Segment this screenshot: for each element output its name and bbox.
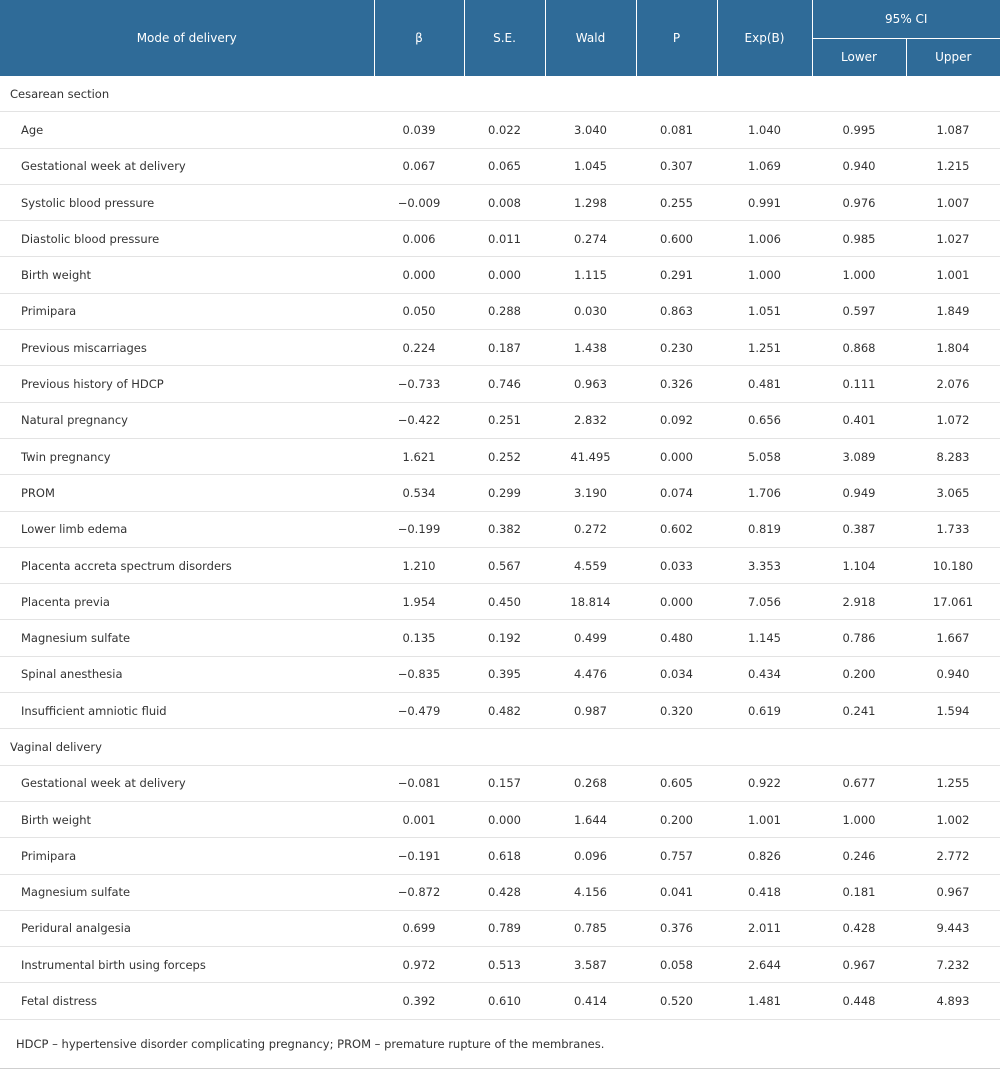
header-wald: Wald xyxy=(545,0,636,76)
cell-se: 0.000 xyxy=(464,801,545,837)
cell-variable: Fetal distress xyxy=(0,983,374,1019)
cell-se: 0.192 xyxy=(464,620,545,656)
cell-variable: Primipara xyxy=(0,293,374,329)
cell-expb: 1.006 xyxy=(717,221,812,257)
table-row xyxy=(0,584,1000,620)
cell-wald: 2.832 xyxy=(545,402,636,438)
cell-ci-lower: 0.428 xyxy=(812,910,906,946)
cell-p: 0.291 xyxy=(636,257,717,293)
cell-beta: −0.422 xyxy=(374,402,464,438)
cell-wald: 0.987 xyxy=(545,693,636,729)
cell-variable: Primipara xyxy=(0,838,374,874)
table-row xyxy=(0,838,1000,874)
table-row xyxy=(0,874,1000,910)
cell-expb: 1.001 xyxy=(717,801,812,837)
cell-wald: 4.476 xyxy=(545,656,636,692)
cell-variable: Placenta previa xyxy=(0,584,374,620)
header-se: S.E. xyxy=(464,0,545,76)
cell-beta: −0.191 xyxy=(374,838,464,874)
cell-ci-upper: 0.967 xyxy=(906,874,1000,910)
cell-ci-upper: 1.733 xyxy=(906,511,1000,547)
cell-variable: Natural pregnancy xyxy=(0,402,374,438)
cell-ci-lower: 0.976 xyxy=(812,184,906,220)
header-expb: Exp(B) xyxy=(717,0,812,76)
table-row xyxy=(0,221,1000,257)
cell-ci-lower: 0.985 xyxy=(812,221,906,257)
cell-ci-lower: 0.448 xyxy=(812,983,906,1019)
cell-variable: Birth weight xyxy=(0,257,374,293)
cell-ci-upper: 1.667 xyxy=(906,620,1000,656)
cell-beta: −0.835 xyxy=(374,656,464,692)
table-row xyxy=(0,765,1000,801)
cell-expb: 1.251 xyxy=(717,330,812,366)
table-row xyxy=(0,112,1000,148)
cell-ci-lower: 1.000 xyxy=(812,257,906,293)
table-row xyxy=(0,475,1000,511)
cell-ci-lower: 0.949 xyxy=(812,475,906,511)
cell-se: 0.395 xyxy=(464,656,545,692)
cell-wald: 1.644 xyxy=(545,801,636,837)
cell-se: 0.251 xyxy=(464,402,545,438)
cell-variable: Systolic blood pressure xyxy=(0,184,374,220)
table-row xyxy=(0,656,1000,692)
cell-ci-lower: 0.387 xyxy=(812,511,906,547)
cell-beta: 0.067 xyxy=(374,148,464,184)
cell-ci-lower: 0.246 xyxy=(812,838,906,874)
cell-beta: −0.199 xyxy=(374,511,464,547)
cell-p: 0.081 xyxy=(636,112,717,148)
cell-expb: 1.145 xyxy=(717,620,812,656)
cell-expb: 0.819 xyxy=(717,511,812,547)
cell-variable: Insufficient amniotic fluid xyxy=(0,693,374,729)
cell-expb: 2.644 xyxy=(717,947,812,983)
cell-beta: 0.224 xyxy=(374,330,464,366)
cell-p: 0.307 xyxy=(636,148,717,184)
table-row xyxy=(0,983,1000,1019)
cell-se: 0.157 xyxy=(464,765,545,801)
cell-variable: Birth weight xyxy=(0,801,374,837)
cell-variable: Gestational week at delivery xyxy=(0,765,374,801)
cell-ci-upper: 1.072 xyxy=(906,402,1000,438)
cell-beta: 0.039 xyxy=(374,112,464,148)
cell-beta: 0.006 xyxy=(374,221,464,257)
cell-expb: 0.991 xyxy=(717,184,812,220)
cell-ci-lower: 3.089 xyxy=(812,438,906,474)
cell-p: 0.605 xyxy=(636,765,717,801)
cell-se: 0.000 xyxy=(464,257,545,293)
cell-expb: 1.000 xyxy=(717,257,812,293)
cell-p: 0.230 xyxy=(636,330,717,366)
table-row xyxy=(0,402,1000,438)
cell-ci-upper: 9.443 xyxy=(906,910,1000,946)
cell-p: 0.000 xyxy=(636,438,717,474)
cell-variable: Magnesium sulfate xyxy=(0,620,374,656)
cell-p: 0.074 xyxy=(636,475,717,511)
cell-ci-upper: 3.065 xyxy=(906,475,1000,511)
cell-se: 0.011 xyxy=(464,221,545,257)
cell-p: 0.480 xyxy=(636,620,717,656)
cell-wald: 0.963 xyxy=(545,366,636,402)
cell-variable: Gestational week at delivery xyxy=(0,148,374,184)
cell-expb: 1.481 xyxy=(717,983,812,1019)
cell-ci-upper: 2.076 xyxy=(906,366,1000,402)
cell-p: 0.520 xyxy=(636,983,717,1019)
table-row xyxy=(0,148,1000,184)
cell-wald: 3.587 xyxy=(545,947,636,983)
cell-wald: 0.096 xyxy=(545,838,636,874)
cell-p: 0.320 xyxy=(636,693,717,729)
cell-beta: 1.210 xyxy=(374,547,464,583)
table-row xyxy=(0,947,1000,983)
cell-se: 0.288 xyxy=(464,293,545,329)
cell-variable: Diastolic blood pressure xyxy=(0,221,374,257)
cell-se: 0.567 xyxy=(464,547,545,583)
cell-expb: 1.706 xyxy=(717,475,812,511)
cell-variable: Placenta accreta spectrum disorders xyxy=(0,547,374,583)
table-body xyxy=(0,76,1000,1068)
footnote-row xyxy=(0,1019,1000,1068)
cell-beta: 0.972 xyxy=(374,947,464,983)
table-row xyxy=(0,366,1000,402)
cell-beta: 0.050 xyxy=(374,293,464,329)
cell-se: 0.382 xyxy=(464,511,545,547)
cell-se: 0.746 xyxy=(464,366,545,402)
cell-ci-lower: 0.111 xyxy=(812,366,906,402)
cell-beta: −0.009 xyxy=(374,184,464,220)
table-row xyxy=(0,257,1000,293)
table-row xyxy=(0,438,1000,474)
cell-p: 0.863 xyxy=(636,293,717,329)
cell-variable: Previous history of HDCP xyxy=(0,366,374,402)
table-footnote: HDCP – hypertensive disorder complicating pregnancy; PROM – premature rupture of the membranes. xyxy=(0,1019,1000,1068)
cell-expb: 2.011 xyxy=(717,910,812,946)
cell-wald: 4.559 xyxy=(545,547,636,583)
table-row xyxy=(0,330,1000,366)
cell-beta: 0.135 xyxy=(374,620,464,656)
header-ci-upper: Upper xyxy=(906,38,1000,76)
cell-wald: 1.115 xyxy=(545,257,636,293)
cell-ci-upper: 1.215 xyxy=(906,148,1000,184)
cell-ci-upper: 8.283 xyxy=(906,438,1000,474)
cell-beta: −0.081 xyxy=(374,765,464,801)
cell-wald: 0.785 xyxy=(545,910,636,946)
cell-p: 0.602 xyxy=(636,511,717,547)
cell-ci-upper: 1.007 xyxy=(906,184,1000,220)
cell-expb: 3.353 xyxy=(717,547,812,583)
cell-ci-lower: 0.868 xyxy=(812,330,906,366)
cell-ci-upper: 4.893 xyxy=(906,983,1000,1019)
cell-beta: 0.534 xyxy=(374,475,464,511)
cell-ci-upper: 1.087 xyxy=(906,112,1000,148)
cell-ci-lower: 0.677 xyxy=(812,765,906,801)
cell-p: 0.041 xyxy=(636,874,717,910)
cell-expb: 7.056 xyxy=(717,584,812,620)
cell-p: 0.376 xyxy=(636,910,717,946)
cell-p: 0.757 xyxy=(636,838,717,874)
section-title: Vaginal delivery xyxy=(0,729,1000,765)
cell-beta: 1.954 xyxy=(374,584,464,620)
cell-wald: 0.274 xyxy=(545,221,636,257)
cell-beta: 0.000 xyxy=(374,257,464,293)
cell-variable: Peridural analgesia xyxy=(0,910,374,946)
cell-variable: Twin pregnancy xyxy=(0,438,374,474)
cell-ci-lower: 0.967 xyxy=(812,947,906,983)
cell-ci-upper: 1.027 xyxy=(906,221,1000,257)
cell-ci-lower: 0.200 xyxy=(812,656,906,692)
cell-wald: 0.414 xyxy=(545,983,636,1019)
cell-expb: 1.069 xyxy=(717,148,812,184)
section-row xyxy=(0,729,1000,765)
cell-se: 0.008 xyxy=(464,184,545,220)
cell-variable: Previous miscarriages xyxy=(0,330,374,366)
cell-p: 0.600 xyxy=(636,221,717,257)
cell-wald: 3.190 xyxy=(545,475,636,511)
cell-expb: 0.922 xyxy=(717,765,812,801)
cell-ci-upper: 1.804 xyxy=(906,330,1000,366)
cell-ci-upper: 1.002 xyxy=(906,801,1000,837)
cell-se: 0.789 xyxy=(464,910,545,946)
cell-variable: Spinal anesthesia xyxy=(0,656,374,692)
cell-ci-upper: 17.061 xyxy=(906,584,1000,620)
cell-p: 0.058 xyxy=(636,947,717,983)
cell-se: 0.299 xyxy=(464,475,545,511)
cell-se: 0.252 xyxy=(464,438,545,474)
table-row xyxy=(0,293,1000,329)
cell-expb: 0.418 xyxy=(717,874,812,910)
cell-expb: 0.656 xyxy=(717,402,812,438)
cell-se: 0.618 xyxy=(464,838,545,874)
cell-ci-lower: 1.000 xyxy=(812,801,906,837)
cell-expb: 5.058 xyxy=(717,438,812,474)
header-beta: β xyxy=(374,0,464,76)
cell-ci-upper: 1.001 xyxy=(906,257,1000,293)
cell-wald: 0.499 xyxy=(545,620,636,656)
cell-se: 0.610 xyxy=(464,983,545,1019)
cell-wald: 0.268 xyxy=(545,765,636,801)
cell-se: 0.450 xyxy=(464,584,545,620)
table-row xyxy=(0,184,1000,220)
cell-expb: 0.481 xyxy=(717,366,812,402)
cell-p: 0.033 xyxy=(636,547,717,583)
cell-wald: 0.272 xyxy=(545,511,636,547)
table-header xyxy=(0,0,1000,76)
header-95-ci: 95% CI xyxy=(812,0,1000,38)
cell-p: 0.000 xyxy=(636,584,717,620)
cell-p: 0.034 xyxy=(636,656,717,692)
cell-wald: 1.045 xyxy=(545,148,636,184)
cell-wald: 1.438 xyxy=(545,330,636,366)
cell-ci-upper: 10.180 xyxy=(906,547,1000,583)
cell-ci-lower: 0.181 xyxy=(812,874,906,910)
cell-se: 0.428 xyxy=(464,874,545,910)
cell-p: 0.255 xyxy=(636,184,717,220)
cell-se: 0.187 xyxy=(464,330,545,366)
cell-beta: 0.392 xyxy=(374,983,464,1019)
section-row xyxy=(0,76,1000,112)
cell-ci-lower: 1.104 xyxy=(812,547,906,583)
cell-wald: 18.814 xyxy=(545,584,636,620)
cell-se: 0.022 xyxy=(464,112,545,148)
cell-ci-upper: 1.849 xyxy=(906,293,1000,329)
table-row xyxy=(0,511,1000,547)
cell-p: 0.092 xyxy=(636,402,717,438)
cell-variable: Lower limb edema xyxy=(0,511,374,547)
cell-ci-lower: 0.940 xyxy=(812,148,906,184)
cell-ci-lower: 0.597 xyxy=(812,293,906,329)
table-row xyxy=(0,801,1000,837)
cell-expb: 1.051 xyxy=(717,293,812,329)
cell-beta: 0.699 xyxy=(374,910,464,946)
cell-expb: 0.826 xyxy=(717,838,812,874)
header-mode-of-delivery: Mode of delivery xyxy=(0,0,374,76)
cell-ci-lower: 0.241 xyxy=(812,693,906,729)
cell-expb: 0.434 xyxy=(717,656,812,692)
cell-beta: −0.872 xyxy=(374,874,464,910)
cell-beta: −0.479 xyxy=(374,693,464,729)
cell-wald: 4.156 xyxy=(545,874,636,910)
cell-wald: 3.040 xyxy=(545,112,636,148)
header-ci-lower: Lower xyxy=(812,38,906,76)
cell-ci-lower: 0.786 xyxy=(812,620,906,656)
cell-ci-lower: 2.918 xyxy=(812,584,906,620)
table-row xyxy=(0,910,1000,946)
cell-beta: 0.001 xyxy=(374,801,464,837)
cell-se: 0.065 xyxy=(464,148,545,184)
table-row xyxy=(0,620,1000,656)
cell-beta: 1.621 xyxy=(374,438,464,474)
cell-ci-lower: 0.995 xyxy=(812,112,906,148)
cell-variable: PROM xyxy=(0,475,374,511)
cell-p: 0.200 xyxy=(636,801,717,837)
table-row xyxy=(0,547,1000,583)
cell-wald: 0.030 xyxy=(545,293,636,329)
cell-se: 0.482 xyxy=(464,693,545,729)
cell-wald: 41.495 xyxy=(545,438,636,474)
cell-ci-lower: 0.401 xyxy=(812,402,906,438)
cell-variable: Age xyxy=(0,112,374,148)
cell-variable: Magnesium sulfate xyxy=(0,874,374,910)
cell-se: 0.513 xyxy=(464,947,545,983)
cell-ci-upper: 2.772 xyxy=(906,838,1000,874)
cell-beta: −0.733 xyxy=(374,366,464,402)
cell-ci-upper: 7.232 xyxy=(906,947,1000,983)
section-title: Cesarean section xyxy=(0,76,1000,112)
cell-ci-upper: 0.940 xyxy=(906,656,1000,692)
cell-ci-upper: 1.255 xyxy=(906,765,1000,801)
cell-ci-upper: 1.594 xyxy=(906,693,1000,729)
cell-p: 0.326 xyxy=(636,366,717,402)
cell-wald: 1.298 xyxy=(545,184,636,220)
table-row xyxy=(0,693,1000,729)
cell-variable: Instrumental birth using forceps xyxy=(0,947,374,983)
cell-expb: 0.619 xyxy=(717,693,812,729)
cell-expb: 1.040 xyxy=(717,112,812,148)
header-p: P xyxy=(636,0,717,76)
